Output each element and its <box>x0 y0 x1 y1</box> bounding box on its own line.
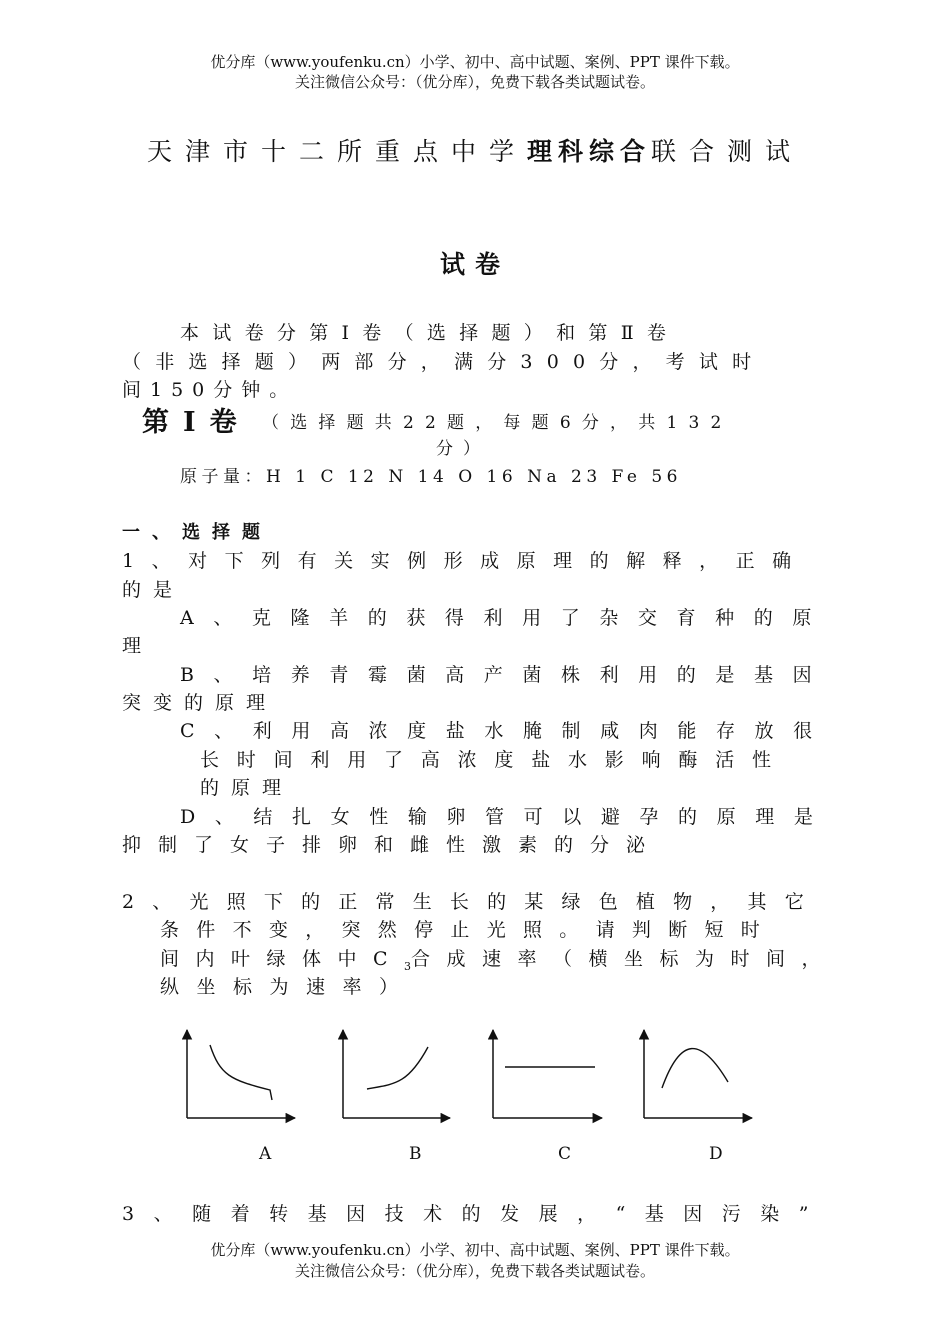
section-desc-2: 分） <box>436 439 490 459</box>
q1-option-a-1: A、克隆羊的获得利用了杂交育种的原 <box>180 607 831 629</box>
intro-line-3: 间150分钟。 <box>122 379 298 401</box>
q2-line-3b: 合成速率（横坐标为时间， <box>411 948 838 970</box>
q2-subscript: 3 <box>404 959 412 973</box>
graph-label-a: A <box>259 1144 272 1164</box>
graph-b-curve <box>367 1047 428 1089</box>
footer-line-1: 优分库（www.youfenku.cn）小学、初中、高中试题、案例、PPT 课件下载。 <box>210 1241 740 1259</box>
title-part-3: 联合测试 <box>651 137 804 166</box>
q1-stem-1: 1、对下列有关实例形成原理的解释，正确 <box>122 550 809 572</box>
q2-line-4: 纵坐标为速率） <box>160 976 416 998</box>
q1-stem-2: 的是 <box>122 579 185 601</box>
section-desc-1: （选择题共22题，每题6分，共132 <box>262 413 733 433</box>
section-title: 第Ⅰ卷 <box>142 407 251 438</box>
graph-b <box>343 1030 450 1118</box>
graph-c <box>493 1030 602 1118</box>
page-title <box>0 132 950 168</box>
q1-option-c-3: 的原理 <box>200 777 294 799</box>
page-subtitle: 试卷 <box>439 250 510 279</box>
graph-d <box>644 1030 752 1118</box>
graph-d-curve <box>662 1049 728 1088</box>
atomic-masses: 原子量：H 1 C 12 N 14 O 16 Na 23 Fe 56 <box>180 467 682 487</box>
q2-line-3 <box>160 944 837 973</box>
q2-line-2: 条件不变，突然停止光照。请判断短时 <box>160 919 778 941</box>
q1-option-a-2: 理 <box>122 635 142 657</box>
q1-option-b-1: B、培养青霉菌高产菌株利用的是基因 <box>180 664 832 686</box>
q2-graphs <box>170 1020 810 1130</box>
intro-line-1: 本试卷分第Ⅰ卷（选择题）和第Ⅱ卷 <box>180 322 680 344</box>
q1-option-c-2: 长时间利用了高浓度盐水影响酶活性 <box>200 749 789 771</box>
graph-label-b: B <box>409 1144 422 1164</box>
part-heading: 一、选择题 <box>122 522 272 543</box>
q1-option-d-1: D、结扎女性输卵管可以避孕的原理是 <box>180 806 833 828</box>
intro-line-2: （非选择题）两部分，满分300分，考试时 <box>122 351 766 373</box>
graph-label-c: C <box>558 1144 572 1164</box>
header-line-2: 关注微信公众号：（优分库），免费下载各类试题试卷。 <box>294 73 655 91</box>
q1-option-c-1: C、利用高浓度盐水腌制咸肉能存放很 <box>180 720 832 742</box>
graph-a-curve <box>210 1045 272 1100</box>
footer-line-2: 关注微信公众号：（优分库），免费下载各类试题试卷。 <box>294 1262 655 1280</box>
header-line-1: 优分库（www.youfenku.cn）小学、初中、高中试题、案例、PPT 课件下载。 <box>210 53 740 71</box>
q1-option-b-2: 突变的原理 <box>122 692 278 714</box>
graph-label-d: D <box>709 1144 723 1164</box>
q1-option-d-2: 抑制了女子排卵和雌性激素的分泌 <box>122 834 663 856</box>
title-part-2: 理科综合 <box>526 137 651 166</box>
q2-line-1: 2、光照下的正常生长的某绿色植物，其它 <box>122 891 822 913</box>
graph-a <box>187 1030 295 1118</box>
q3-line-1: 3、随着转基因技术的发展，“基因污染” <box>122 1203 829 1225</box>
q2-line-3a: 间内叶绿体中C <box>160 948 405 970</box>
title-part-1: 天津市十二所重点中学 <box>146 137 527 166</box>
